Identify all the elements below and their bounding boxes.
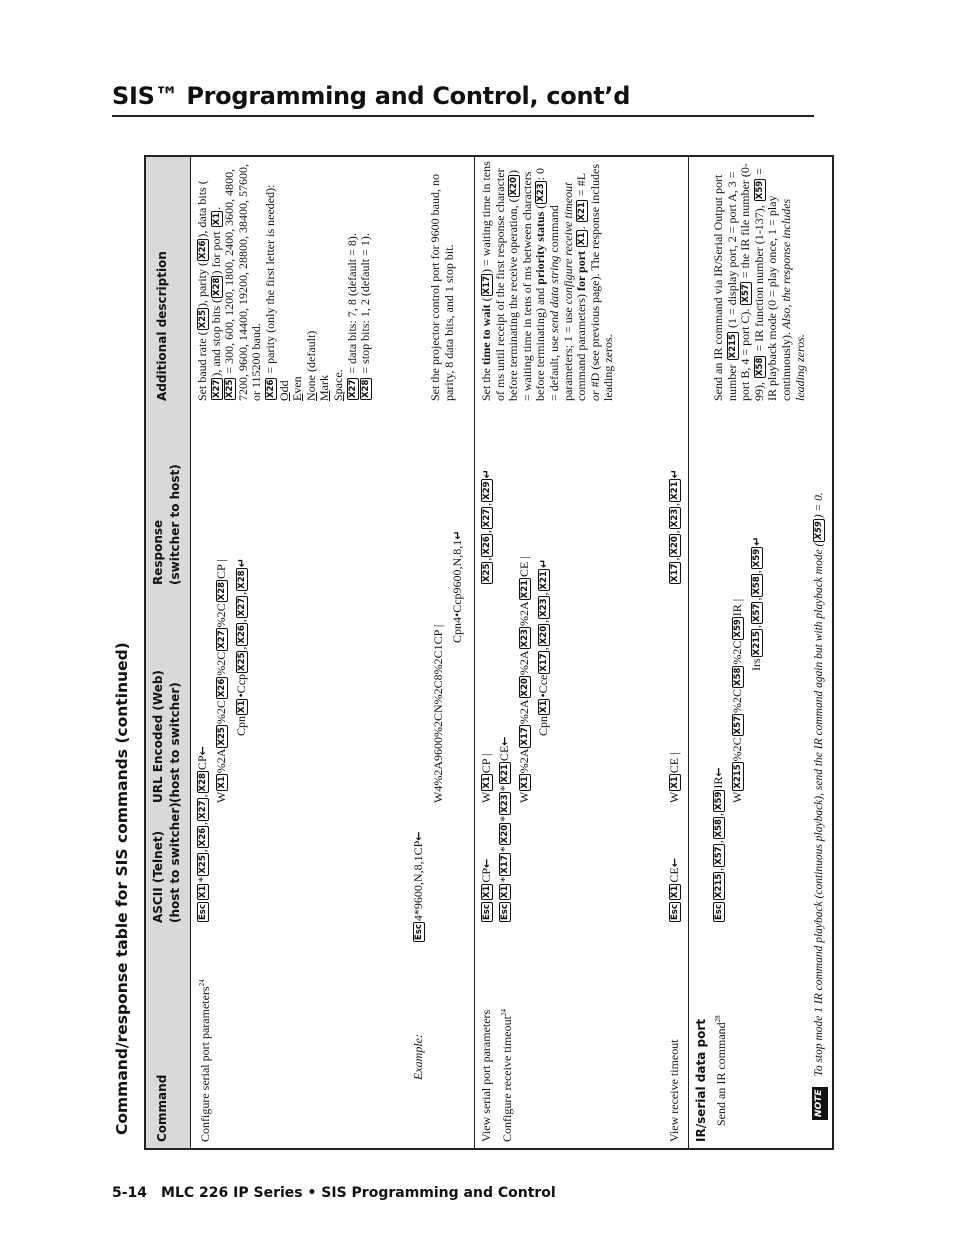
note-row	[812, 492, 828, 1120]
table-caption: Command/response table for SIS commands (continued)	[113, 642, 131, 1135]
parity-mark: Mark	[317, 375, 332, 401]
resp-example: Cpn4•Ccp9600,N,8,1↵	[450, 530, 464, 643]
parity-none: None (default)	[303, 330, 318, 401]
resp-configure-serial: CpnX1•CcpX25,X26,X27,X28↵	[234, 558, 248, 736]
parity-even: Even	[290, 376, 305, 401]
header-url: URL Encoded (Web)	[151, 670, 165, 803]
resp-configure-timeout: CpnX1•CceX17,X20,X23,X21↵	[536, 558, 550, 736]
header-response: Response	[151, 519, 165, 585]
parity-space: Space.	[330, 369, 345, 401]
page-title: SIS™ Programming and Control, cont’d	[112, 82, 631, 110]
ascii-send-ir: EscX215,X57,X58,X59IR←	[711, 767, 725, 920]
row-rule-1	[474, 157, 475, 1148]
desc-configure-timeout: Set the time to wait (X17) = waiting time in tens of ms until receipt of the first response character before terminating the receive operation, (X20) = waiting time in tens of ms between characters before terminating) and priority status (X23: 0 = default, use send data string command parameters; 1 = use configure receive timeout command parameters) for port X1. X21 = #L or #D (see previous page). The response includes leading zeros.	[479, 161, 616, 401]
ascii-configure-serial: EscX1*X25,X26,X27,X28CP←	[195, 746, 209, 920]
footer-text: MLC 226 IP Series • SIS Programming and Control	[161, 1185, 556, 1201]
cmd-configure-timeout: Configure receive timeout$^{24}$	[500, 1009, 514, 1142]
cmd-configure-serial: Configure serial port parameters$^{24}$	[198, 979, 212, 1142]
header-response-sub: (switcher to host)	[168, 464, 182, 585]
title-rule	[112, 115, 814, 117]
header-description: Additional description	[155, 251, 169, 401]
header-command: Command	[155, 1074, 169, 1142]
url-configure-timeout: WX1%2AX17%2AX20%2AX23%2AX21CE |	[517, 556, 531, 803]
sis-table-frame	[144, 155, 834, 1150]
header-ascii-sub: (host to switcher)	[168, 802, 182, 923]
ascii-view-serial: EscX1CP←	[479, 858, 493, 920]
resp-view-serial: X25,X26,X27,X29↵	[479, 469, 493, 582]
desc-configure-serial: Set baud rate (X25), parity (X26), data bits (X27), and stop bits (X28) for port X1. X25 = 300, 600, 1200, 1800, 2400, 3600, 4800, 7200, 9600, 14400, 19200, 28800, 38400, 57600, or 115200 baud. X26 = parity (only the first letter is needed): Odd Even None (default) Mark Space. X27 = data bits: 7, 8 (default = 8). X28 = stop bits: 1, 2 (default = 1).	[196, 161, 373, 401]
url-view-serial: WX1CP |	[479, 753, 493, 803]
ascii-example: Esc4*9600,N,8,1CP←	[411, 831, 425, 940]
footer-page-number: 5-14	[112, 1185, 148, 1201]
desc-example: Set the projector control port for 9600 baud, no parity, 8 data bits, and 1 stop bit.	[428, 174, 456, 401]
note-badge: NOTE	[812, 1087, 828, 1120]
cmd-view-serial: View serial port parameters	[479, 1009, 493, 1142]
note-text: To stop mode 1 IR command playback (continuous playback), send the IR command again but with playback mode (X59) = 0.	[813, 492, 825, 1077]
resp-view-timeout: X17,X20,X23,X21↵	[667, 469, 681, 582]
example-label: Example:	[411, 1034, 425, 1080]
row-rule-2	[688, 157, 689, 1148]
url-send-ir: WX215%2CX57%2CX58%2CX59IR |	[730, 598, 744, 803]
sis-command-table	[144, 155, 834, 1150]
page-footer	[112, 1185, 556, 1201]
section-ir-serial: IR/serial data port	[694, 1019, 708, 1142]
url-view-timeout: WX1CE |	[667, 752, 681, 803]
url-example: W4%2A9600%2CN%2C8%2C1CP |	[431, 624, 445, 803]
cmd-view-timeout: View receive timeout	[667, 1039, 681, 1142]
header-ascii: ASCII (Telnet)	[151, 830, 165, 923]
cmd-send-ir: Send an IR command$^{28}$	[714, 1015, 728, 1126]
ascii-view-timeout: EscX1CE←	[667, 858, 681, 920]
header-rule	[190, 157, 191, 1148]
url-configure-serial: WX1%2AX25%2CX26%2CX27%2CX28CP |	[214, 559, 228, 803]
resp-send-ir: IrsX215,X57,X58,X59↵	[749, 536, 763, 671]
header-url-sub: (host to switcher)	[168, 682, 182, 803]
ascii-configure-timeout: EscX1*X17*X20*X23*X21CE←	[497, 736, 511, 920]
desc-send-ir: Send an IR command via IR/Serial Output port number X215 (1 = display port, 2 = port A, 3 = port B, 4 = port C). X57 = the IR file number (0-99), X58 = IR function number (1-137), X59 = IR playback mode (0 = play once, 1 = play continuously). Also, the response includes leading zeros.	[711, 163, 807, 401]
parity-odd: Odd	[276, 380, 291, 401]
